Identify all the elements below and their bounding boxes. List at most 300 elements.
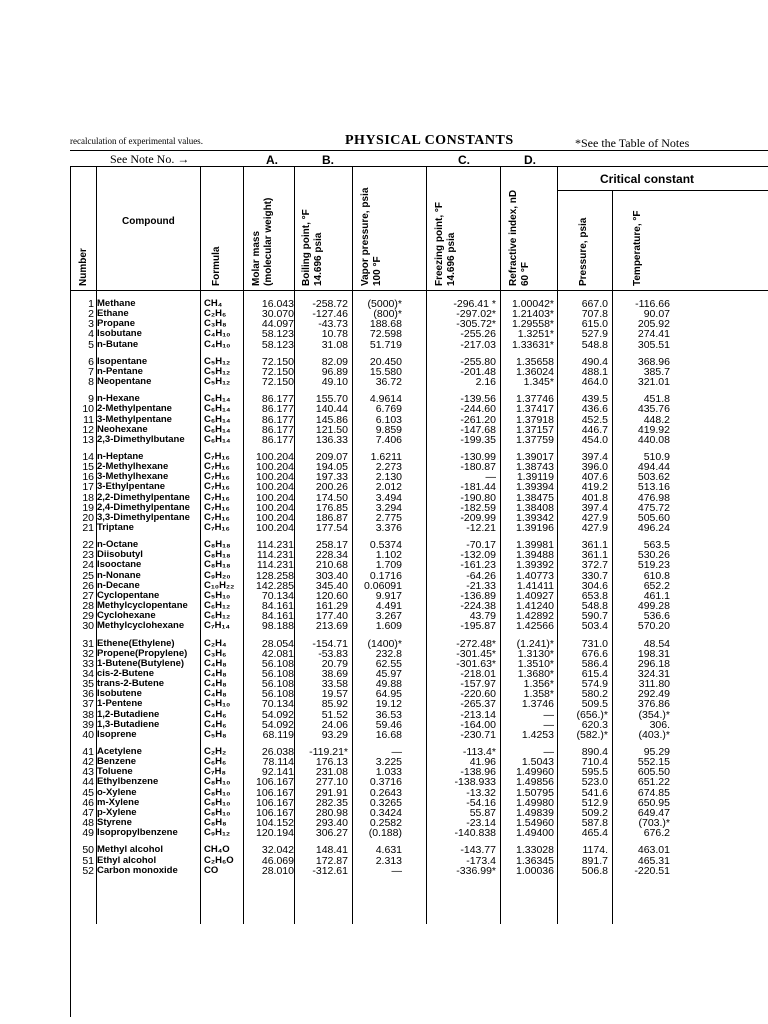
freezing-point: -147.68 — [460, 423, 496, 436]
vapor-pressure: 36.72 — [375, 376, 402, 388]
critical-pressure: 407.6 — [581, 471, 608, 484]
molar-mass: 92.141 — [261, 766, 294, 779]
row-number: 1 — [88, 298, 94, 310]
compound-name: 1,2-Butadiene — [97, 708, 160, 720]
vapor-pressure: 2.313 — [375, 854, 402, 867]
vapor-pressure: 3.376 — [375, 522, 402, 534]
freezing-point: -296.41 * — [453, 298, 496, 310]
critical-temperature: 95.29 — [643, 746, 670, 758]
refractive-index: 1.49839 — [516, 806, 554, 819]
compound-name: n-Butane — [97, 338, 139, 350]
freezing-point: -255.80 — [460, 355, 496, 368]
freezing-point: -132.09 — [460, 549, 496, 562]
refractive-index: 1.37759 — [516, 433, 554, 446]
compound-name: Acetylene — [97, 746, 142, 757]
vapor-pressure: 3.494 — [375, 491, 402, 504]
compound-name: Isooctane — [97, 559, 142, 571]
compound-name: trans-2-Butene — [97, 678, 165, 690]
row-number: 6 — [88, 355, 94, 368]
refractive-index: 1.21403* — [511, 308, 554, 321]
boiling-point: 186.87 — [315, 511, 348, 524]
critical-pressure: 541.6 — [581, 786, 608, 799]
critical-pressure: 527.9 — [581, 328, 608, 341]
formula: C₂H₆O — [204, 854, 234, 866]
critical-pressure: 667.0 — [581, 298, 608, 310]
molar-mass: 86.177 — [261, 403, 294, 416]
molar-mass: 100.204 — [256, 501, 294, 514]
row-number: 7 — [88, 365, 94, 378]
molar-mass: 84.161 — [261, 600, 294, 612]
critical-pressure: 304.6 — [581, 579, 608, 592]
critical-temperature: 274.41 — [637, 328, 670, 341]
critical-pressure: 419.2 — [581, 481, 608, 494]
compound-name: 1-Pentene — [97, 698, 143, 710]
molar-mass: 114.231 — [256, 559, 294, 572]
row-number: 15 — [82, 461, 94, 474]
compound-name: 2,3-Dimethylbutane — [97, 433, 185, 445]
compound-name: 3-Methylpentane — [97, 413, 172, 425]
page-title: PHYSICAL CONSTANTS — [345, 133, 514, 148]
boiling-point: 306.27 — [315, 827, 348, 840]
notes-reference: *See the Table of Notes — [575, 136, 690, 150]
formula: CO — [204, 864, 219, 876]
header-note: recalculation of experimental values. — [70, 136, 203, 146]
refractive-index: 1.40773 — [516, 569, 554, 582]
boiling-point: 82.09 — [321, 355, 348, 368]
vapor-pressure: 2.775 — [375, 511, 402, 524]
formula: C₇H₁₆ — [204, 481, 230, 493]
critical-pressure: 439.5 — [581, 393, 608, 406]
critical-temperature: (403.)* — [638, 728, 670, 741]
row-number: 47 — [82, 806, 94, 819]
freezing-point: -209.99 — [460, 511, 496, 524]
vapor-pressure: 9.917 — [375, 589, 402, 602]
refractive-index: 1.3746 — [521, 698, 554, 711]
column-header-refractive-index: Refractive index, nD 60 °F — [508, 189, 531, 286]
boiling-point: 161.29 — [315, 600, 348, 612]
critical-pressure: 710.4 — [581, 756, 608, 769]
row-number: 25 — [82, 569, 94, 582]
boiling-point: 174.50 — [315, 491, 348, 504]
compound-name: n-Heptane — [97, 450, 144, 462]
refractive-index: 1.50795 — [516, 786, 554, 799]
critical-temperature: 463.01 — [637, 844, 670, 857]
molar-mass: 100.204 — [256, 511, 294, 524]
critical-pressure: 452.5 — [581, 413, 608, 426]
freezing-point: -182.59 — [460, 501, 496, 514]
critical-temperature: 475.72 — [637, 501, 670, 514]
critical-temperature: 476.98 — [637, 491, 670, 504]
critical-pressure: 509.5 — [581, 698, 608, 711]
row-number: 17 — [82, 481, 94, 494]
boiling-point: 213.69 — [315, 620, 348, 633]
molar-mass: 114.231 — [256, 549, 294, 562]
formula: C₁₀H₂₂ — [204, 579, 235, 591]
critical-pressure: 436.6 — [581, 403, 608, 416]
freezing-point: -21.33 — [466, 579, 496, 592]
refractive-index: 1.42566 — [516, 620, 554, 633]
molar-mass: 56.108 — [261, 667, 294, 680]
vapor-pressure: 1.033 — [375, 766, 402, 779]
vapor-pressure: — — [391, 746, 402, 758]
molar-mass: 100.204 — [256, 450, 294, 463]
refractive-index: 1.49856 — [516, 776, 554, 789]
critical-pressure: 590.7 — [581, 610, 608, 623]
refractive-index: 1.41411 — [516, 579, 554, 592]
formula: C₂H₂ — [204, 746, 227, 757]
refractive-index: 1.42892 — [516, 610, 554, 623]
row-number: 39 — [82, 718, 94, 731]
row-number: 23 — [82, 549, 94, 562]
boiling-point: 140.44 — [315, 403, 348, 416]
compound-name: Ethyl alcohol — [97, 854, 157, 866]
compound-name: Ethene(Ethylene) — [97, 637, 175, 649]
vapor-pressure: 49.88 — [375, 678, 402, 691]
vapor-pressure: 3.267 — [375, 610, 402, 623]
row-number: 38 — [82, 708, 94, 721]
vapor-pressure: 15.580 — [369, 365, 402, 378]
freezing-point: -143.77 — [460, 844, 496, 857]
compound-name: n-Decane — [97, 579, 140, 591]
formula: C₅H₁₂ — [204, 355, 231, 367]
critical-pressure: 707.8 — [581, 308, 608, 321]
formula: C₄H₁₀ — [204, 338, 231, 350]
boiling-point: 194.05 — [315, 461, 348, 474]
freezing-point: 43.79 — [469, 610, 496, 623]
boiling-point: 303.40 — [315, 569, 348, 582]
boiling-point: -43.73 — [318, 318, 348, 331]
refractive-index: 1.38475 — [516, 491, 554, 504]
critical-pressure: 488.1 — [581, 365, 608, 378]
boiling-point: 51.52 — [321, 708, 348, 721]
compound-name: Isopentane — [97, 355, 148, 367]
refractive-index: 1.39017 — [516, 450, 554, 463]
row-number: 19 — [82, 501, 94, 514]
formula: C₄H₁₀ — [204, 328, 231, 340]
molar-mass: 28.054 — [261, 637, 294, 650]
vapor-pressure: 0.3265 — [369, 796, 402, 809]
formula: C₄H₆ — [204, 708, 227, 720]
row-number: 34 — [82, 667, 94, 680]
formula: C₈H₁₈ — [204, 549, 231, 561]
freezing-point: -336.99* — [456, 864, 496, 877]
molar-mass: 100.204 — [256, 481, 294, 494]
freezing-point: -70.17 — [466, 539, 496, 552]
row-number: 12 — [82, 423, 94, 436]
vapor-pressure: (0.188) — [368, 827, 402, 840]
boiling-point: 93.29 — [321, 728, 348, 741]
column-header-number: Number — [78, 248, 89, 286]
vapor-pressure: 3.294 — [375, 501, 402, 514]
freezing-point: -255.26 — [460, 328, 496, 341]
refractive-index: 1.358* — [523, 688, 554, 701]
vapor-pressure: 1.6211 — [370, 450, 402, 463]
compound-name: n-Octane — [97, 539, 139, 551]
formula: C₆H₁₄ — [204, 433, 231, 445]
freezing-point: -164.00 — [460, 718, 496, 731]
freezing-point: -224.38 — [460, 600, 496, 612]
refractive-index: 1.54960 — [516, 817, 554, 829]
formula: C₆H₁₄ — [204, 393, 231, 405]
formula: C₆H₁₂ — [204, 600, 231, 611]
freezing-point: -181.44 — [460, 481, 496, 494]
critical-temperature: 496.24 — [637, 522, 670, 534]
freezing-point: -190.80 — [460, 491, 496, 504]
column-letter-b: B. — [322, 153, 334, 167]
vapor-pressure: 20.450 — [369, 355, 402, 368]
boiling-point: -312.61 — [312, 864, 348, 877]
critical-pressure: 397.4 — [581, 450, 608, 463]
critical-temperature: 552.15 — [637, 756, 670, 769]
compound-name: Isopropylbenzene — [97, 827, 178, 839]
formula: C₇H₁₄ — [204, 620, 230, 632]
critical-pressure: 361.1 — [581, 539, 608, 552]
row-number: 13 — [82, 433, 94, 446]
compound-name: 2-Methylpentane — [97, 403, 172, 415]
critical-temperature: 652.2 — [643, 579, 670, 592]
formula: C₄H₆ — [204, 718, 227, 730]
critical-temperature: 205.92 — [637, 318, 670, 331]
refractive-index: 1.38743 — [516, 461, 554, 474]
molar-mass: 72.150 — [261, 365, 294, 378]
vapor-pressure: — — [391, 864, 402, 877]
freezing-point: -217.03 — [460, 338, 496, 351]
boiling-point: 38.69 — [321, 667, 348, 680]
critical-temperature: 563.5 — [643, 539, 670, 552]
critical-temperature: 324.31 — [637, 667, 670, 680]
compound-name: Cyclopentane — [97, 589, 160, 601]
molar-mass: 58.123 — [261, 338, 294, 351]
row-number: 26 — [82, 579, 94, 592]
compound-name: Propene(Propylene) — [97, 647, 188, 659]
row-number: 11 — [83, 413, 94, 426]
row-number: 32 — [82, 647, 94, 660]
critical-pressure: 890.4 — [581, 746, 608, 758]
refractive-index: 1.37157 — [516, 423, 554, 436]
row-number: 51 — [82, 854, 94, 867]
boiling-point: 258.17 — [315, 539, 348, 552]
critical-pressure: 509.2 — [581, 806, 608, 819]
compound-name: Isoprene — [97, 728, 137, 740]
boiling-point: 155.70 — [315, 393, 348, 406]
refractive-index: 1.37918 — [516, 413, 554, 426]
critical-temperature: 376.86 — [637, 698, 670, 711]
critical-pressure: 506.8 — [581, 864, 608, 877]
critical-temperature: 198.31 — [637, 647, 670, 660]
critical-pressure: 595.5 — [581, 766, 608, 779]
freezing-point: -113.4* — [462, 746, 496, 758]
compound-name: n-Hexane — [97, 393, 140, 405]
formula: C₈H₁₀ — [204, 806, 231, 818]
formula: C₄H₈ — [204, 657, 227, 669]
compound-name: Neohexane — [97, 423, 148, 435]
molar-mass: 86.177 — [261, 413, 294, 426]
compound-name: Isobutene — [97, 688, 142, 700]
freezing-point: -195.87 — [460, 620, 496, 633]
formula: C₉H₂₀ — [204, 569, 231, 581]
molar-mass: 72.150 — [261, 355, 294, 368]
critical-temperature: 90.07 — [643, 308, 670, 321]
formula: C₈H₁₈ — [204, 539, 231, 551]
row-number: 8 — [88, 376, 94, 388]
molar-mass: 98.188 — [261, 620, 294, 633]
refractive-index: 1.37746 — [516, 393, 554, 406]
row-number: 18 — [82, 491, 94, 504]
compound-name: 3,3-Dimethylpentane — [97, 511, 190, 523]
compound-name: Methylcyclohexane — [97, 620, 185, 632]
freezing-point: -265.37 — [460, 698, 496, 711]
molar-mass: 120.194 — [256, 827, 294, 840]
row-number: 40 — [82, 728, 94, 741]
compound-name: Ethane — [97, 308, 129, 320]
vapor-pressure: 188.68 — [369, 318, 402, 331]
refractive-index: — — [543, 708, 554, 721]
critical-temperature: 649.47 — [637, 806, 670, 819]
critical-pressure: 731.0 — [581, 637, 608, 650]
critical-temperature: 296.18 — [637, 657, 670, 670]
freezing-point: -180.87 — [460, 461, 496, 474]
molar-mass: 56.108 — [261, 688, 294, 701]
formula: C₂H₄ — [204, 637, 227, 649]
formula: C₇H₁₆ — [204, 461, 230, 473]
row-number: 33 — [82, 657, 94, 670]
vapor-pressure: 7.406 — [375, 433, 402, 446]
formula: C₆H₆ — [204, 756, 227, 768]
compound-name: 2,4-Dimethylpentane — [97, 501, 190, 513]
critical-pressure: 503.4 — [581, 620, 608, 633]
freezing-point: -157.97 — [460, 678, 496, 691]
compound-name: 3-Methylhexane — [97, 471, 169, 483]
critical-temperature: 440.08 — [637, 433, 670, 446]
critical-pressure: 454.0 — [581, 433, 608, 446]
critical-pressure: 330.7 — [581, 569, 608, 582]
critical-temperature: (703.)* — [638, 817, 670, 829]
critical-pressure: 523.0 — [581, 776, 608, 789]
compound-name: Methylcyclopentane — [97, 600, 188, 611]
boiling-point: 31.08 — [321, 338, 348, 351]
formula: C₇H₁₆ — [204, 491, 230, 503]
compound-name: 2,2-Dimethylpentane — [97, 491, 190, 503]
refractive-index: — — [543, 718, 554, 731]
critical-pressure: 615.0 — [581, 318, 608, 331]
refractive-index: 1.3680* — [517, 667, 554, 680]
refractive-index: 1.00036 — [516, 864, 554, 877]
compound-name: Styrene — [97, 817, 132, 828]
row-number: 42 — [82, 756, 94, 769]
freezing-point: -139.56 — [460, 393, 496, 406]
vapor-pressure: 45.97 — [375, 667, 402, 680]
critical-temperature: 530.26 — [637, 549, 670, 562]
freezing-point: -136.89 — [460, 589, 496, 602]
formula: C₈H₈ — [204, 817, 227, 828]
boiling-point: 277.10 — [315, 776, 348, 789]
critical-pressure: (656.)* — [576, 708, 608, 721]
row-number: 27 — [82, 589, 94, 602]
critical-pressure: 891.7 — [581, 854, 608, 867]
critical-temperature: 385.7 — [643, 365, 670, 378]
molar-mass: 26.038 — [261, 746, 294, 758]
boiling-point: -154.71 — [312, 637, 348, 650]
critical-temperature: 570.20 — [637, 620, 670, 633]
boiling-point: 176.85 — [315, 501, 348, 514]
molar-mass: 86.177 — [261, 423, 294, 436]
compound-name: Benzene — [97, 756, 137, 768]
row-number: 20 — [82, 511, 94, 524]
molar-mass: 86.177 — [261, 433, 294, 446]
column-header-vapor-pressure: Vapor pressure, psia 100 °F — [360, 187, 383, 286]
refractive-index: 1.356* — [523, 678, 554, 691]
vapor-pressure: 0.1716 — [369, 569, 402, 582]
refractive-index: 1.49960 — [516, 766, 554, 779]
molar-mass: 54.092 — [261, 708, 294, 721]
boiling-point: -119.21* — [309, 746, 348, 758]
formula: C₃H₈ — [204, 318, 227, 330]
row-number: 41 — [82, 746, 94, 758]
freezing-point: -138.933 — [454, 776, 496, 789]
refractive-index: 1.33028 — [516, 844, 554, 857]
refractive-index: 1.39392 — [516, 559, 554, 572]
formula: C₇H₁₆ — [204, 450, 230, 462]
freezing-point: -301.45* — [456, 647, 496, 660]
freezing-point: -213.14 — [460, 708, 496, 721]
molar-mass: 106.167 — [256, 776, 294, 789]
refractive-index: 1.38408 — [516, 501, 554, 514]
compound-name: n-Nonane — [97, 569, 141, 581]
critical-temperature: 676.2 — [643, 827, 670, 840]
critical-temperature: 610.8 — [643, 569, 670, 582]
boiling-point: 280.98 — [315, 806, 348, 819]
refractive-index: 1.39981 — [516, 539, 554, 552]
boiling-point: 282.35 — [315, 796, 348, 809]
compound-name: Diisobutyl — [97, 549, 143, 561]
refractive-index: 1.39196 — [516, 522, 554, 534]
formula: C₇H₈ — [204, 766, 226, 778]
freezing-point: -244.60 — [460, 403, 496, 416]
critical-temperature: -116.66 — [635, 298, 670, 310]
formula: C₉H₁₂ — [204, 827, 231, 839]
vapor-pressure: 1.609 — [375, 620, 402, 633]
column-letter-c: C. — [458, 153, 470, 167]
row-number: 22 — [82, 539, 94, 552]
critical-temperature: 461.1 — [643, 589, 670, 602]
critical-pressure: 427.9 — [581, 522, 608, 534]
freezing-point: -301.63* — [456, 657, 496, 670]
compound-name: cis-2-Butene — [97, 667, 155, 679]
freezing-point: -130.99 — [460, 450, 496, 463]
row-number: 5 — [88, 338, 94, 351]
critical-temperature: 651.22 — [637, 776, 670, 789]
row-number: 4 — [88, 328, 94, 341]
critical-temperature: 451.8 — [643, 393, 670, 406]
critical-temperature: 536.6 — [643, 610, 670, 623]
refractive-index: 1.3510* — [517, 657, 554, 670]
row-number: 10 — [82, 403, 94, 416]
critical-temperature: 465.31 — [637, 854, 670, 867]
boiling-point: 228.34 — [315, 549, 348, 562]
critical-temperature: 448.2 — [643, 413, 670, 426]
refractive-index: 1.40927 — [516, 589, 554, 602]
freezing-point: -230.71 — [460, 728, 496, 741]
vapor-pressure: 72.598 — [369, 328, 402, 341]
critical-pressure: 580.2 — [581, 688, 608, 701]
molar-mass: 70.134 — [261, 589, 294, 602]
freezing-point: 2.16 — [475, 376, 496, 388]
freezing-point: -138.96 — [460, 766, 496, 779]
freezing-point: -199.35 — [460, 433, 496, 446]
row-number: 45 — [82, 786, 94, 799]
molar-mass: 16.043 — [261, 298, 294, 310]
refractive-index: 1.3130* — [517, 647, 554, 660]
